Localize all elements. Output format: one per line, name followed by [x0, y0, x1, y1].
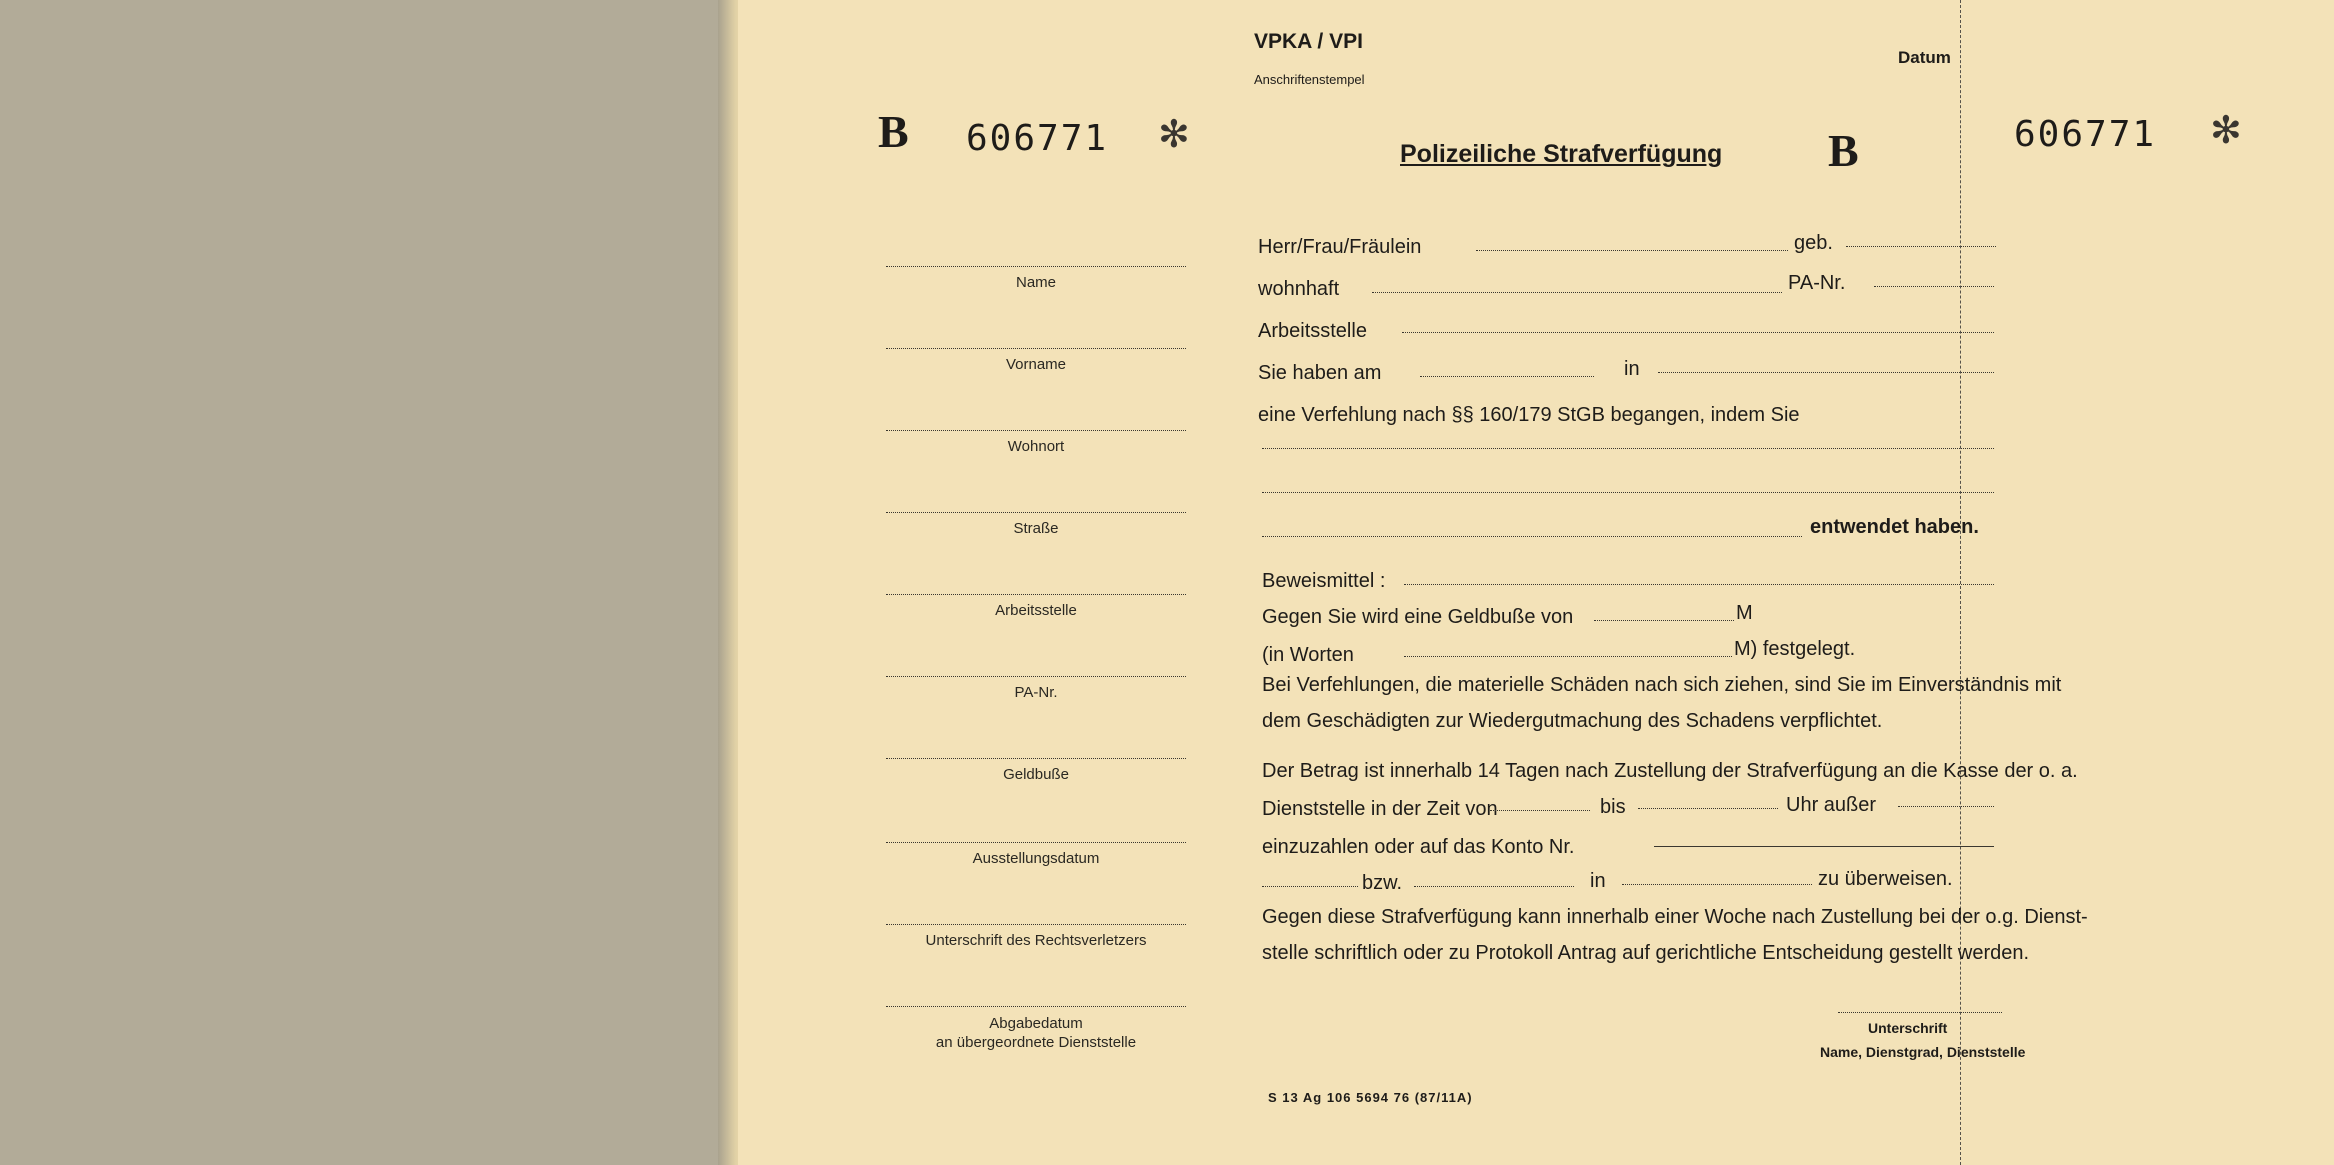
stub-serial-number: 606771 — [966, 118, 1109, 159]
date-label: Datum — [1898, 48, 1951, 67]
label-on-date: Sie haben am — [1258, 362, 1382, 384]
stub-label-submission-date: Abgabedatum an übergeordnete Dienststelle — [935, 1015, 1137, 1051]
label-workplace: Arbeitsstelle — [1258, 320, 1367, 342]
text-payment-line-4c: zu überweisen. — [1818, 868, 1953, 890]
agency-name: VPKA / VPI — [1254, 30, 1363, 53]
print-code: S 13 Ag 106 5694 76 (87/11A) — [1268, 1090, 1473, 1105]
field-account-number[interactable] — [1654, 846, 1994, 847]
field-offense-location[interactable] — [1658, 372, 1994, 373]
stub-line-workplace[interactable] — [886, 594, 1186, 595]
label-fine-currency: M — [1736, 602, 1753, 624]
stub-label-fine: Geldbuße — [1003, 766, 1069, 783]
stub-line-name[interactable] — [886, 266, 1186, 267]
text-payment-line-2b: bis — [1600, 796, 1626, 818]
label-born: geb. — [1794, 232, 1833, 254]
stub-label-name: Name — [1015, 274, 1056, 291]
stub-label-pa-number: PA-Nr. — [1014, 684, 1058, 701]
text-appeal-line-1: Gegen diese Strafverfügung kann innerhalb einer Woche nach Zustellung bei der o.g. Dienst- — [1262, 906, 2088, 928]
text-payment-line-4b: in — [1590, 870, 1606, 892]
stub-line-offender-signature[interactable] — [886, 924, 1186, 925]
text-appeal-line-2: stelle schriftlich oder zu Protokoll Antrag auf gerichtliche Entscheidung gestellt werden. — [1262, 942, 2030, 964]
stub-line-pa-number[interactable] — [886, 676, 1186, 677]
text-payment-line-3: einzuzahlen oder auf das Konto Nr. — [1262, 836, 1575, 858]
field-office-hours-from[interactable] — [1490, 810, 1590, 811]
field-person[interactable] — [1476, 250, 1788, 251]
address-stamp-label: Anschriftenstempel — [1254, 72, 1365, 87]
label-resident: wohnhaft — [1258, 278, 1340, 300]
text-payment-line-2c: Uhr außer — [1786, 794, 1877, 816]
stub-label-issue-date: Ausstellungsdatum — [972, 850, 1100, 867]
field-signature[interactable] — [1838, 1012, 2002, 1013]
stub-label-first-name: Vorname — [1005, 356, 1067, 373]
label-stolen: entwendet haben. — [1810, 516, 1979, 538]
label-offense: eine Verfehlung nach §§ 160/179 StGB begangen, indem Sie — [1258, 404, 1800, 426]
form-star-marker: ✻ — [2210, 110, 2242, 152]
field-offense-line-2[interactable] — [1262, 492, 1994, 493]
stub-series-letter: B — [878, 106, 909, 157]
stub-line-fine[interactable] — [886, 758, 1186, 759]
field-born[interactable] — [1846, 246, 1996, 247]
form-title: Polizeiliche Strafverfügung — [1400, 140, 1723, 168]
label-pa-number: PA-Nr. — [1788, 272, 1846, 294]
stub-line-residence[interactable] — [886, 430, 1186, 431]
label-in: in — [1624, 358, 1640, 380]
field-offense-date[interactable] — [1420, 376, 1594, 377]
form-page — [738, 0, 2334, 1165]
field-bank-location[interactable] — [1622, 884, 1812, 885]
form-series-letter: B — [1828, 125, 1859, 176]
field-offense-line-3[interactable] — [1262, 536, 1802, 537]
label-person: Herr/Frau/Fräulein — [1258, 236, 1422, 258]
label-signature: Unterschrift — [1868, 1020, 1948, 1036]
stub-star-marker: ✻ — [1158, 114, 1190, 156]
field-fine-in-words[interactable] — [1404, 656, 1732, 657]
perforation-line — [1960, 0, 1961, 1165]
stub-line-issue-date[interactable] — [886, 842, 1186, 843]
booklet-cover — [0, 0, 742, 1165]
stub-line-street[interactable] — [886, 512, 1186, 513]
field-offense-line-1[interactable] — [1262, 448, 1994, 449]
text-damage-line-2: dem Geschädigten zur Wiedergutmachung des Schadens verpflichtet. — [1262, 710, 1883, 732]
field-pa-number[interactable] — [1874, 286, 1994, 287]
stub-line-first-name[interactable] — [886, 348, 1186, 349]
stub-line-submission-date[interactable] — [886, 1006, 1186, 1007]
field-account-alt-1[interactable] — [1262, 886, 1358, 887]
text-payment-line-1: Der Betrag ist innerhalb 14 Tagen nach Zustellung der Strafverfügung an die Kasse der o. a. — [1262, 760, 2078, 782]
label-evidence: Beweismittel : — [1262, 570, 1386, 592]
text-payment-line-4a: bzw. — [1362, 872, 1403, 894]
field-fine-amount[interactable] — [1594, 620, 1734, 621]
field-resident[interactable] — [1372, 292, 1782, 293]
label-signature-details: Name, Dienstgrad, Dienststelle — [1820, 1044, 2026, 1060]
text-payment-line-2a: Dienststelle in der Zeit von — [1262, 798, 1498, 820]
stub-label-offender-signature: Unterschrift des Rechtsverletzers — [925, 932, 1147, 949]
stub-label-residence: Wohnort — [1007, 438, 1065, 455]
text-damage-line-1: Bei Verfehlungen, die materielle Schäden nach sich ziehen, sind Sie im Einverständnis mit — [1262, 674, 2062, 696]
label-in-words: (in Worten — [1262, 644, 1354, 666]
field-office-hours-to[interactable] — [1638, 808, 1778, 809]
stub-label-workplace: Arbeitsstelle — [995, 602, 1077, 619]
label-fine: Gegen Sie wird eine Geldbuße von — [1262, 606, 1574, 628]
field-account-alt-2[interactable] — [1414, 886, 1574, 887]
field-evidence[interactable] — [1404, 584, 1994, 585]
stub-label-street: Straße — [1013, 520, 1059, 537]
field-except-days[interactable] — [1898, 806, 1994, 807]
form-serial-number: 606771 — [2014, 114, 2157, 155]
field-workplace[interactable] — [1402, 332, 1994, 333]
label-fixed: M) festgelegt. — [1734, 638, 1856, 660]
